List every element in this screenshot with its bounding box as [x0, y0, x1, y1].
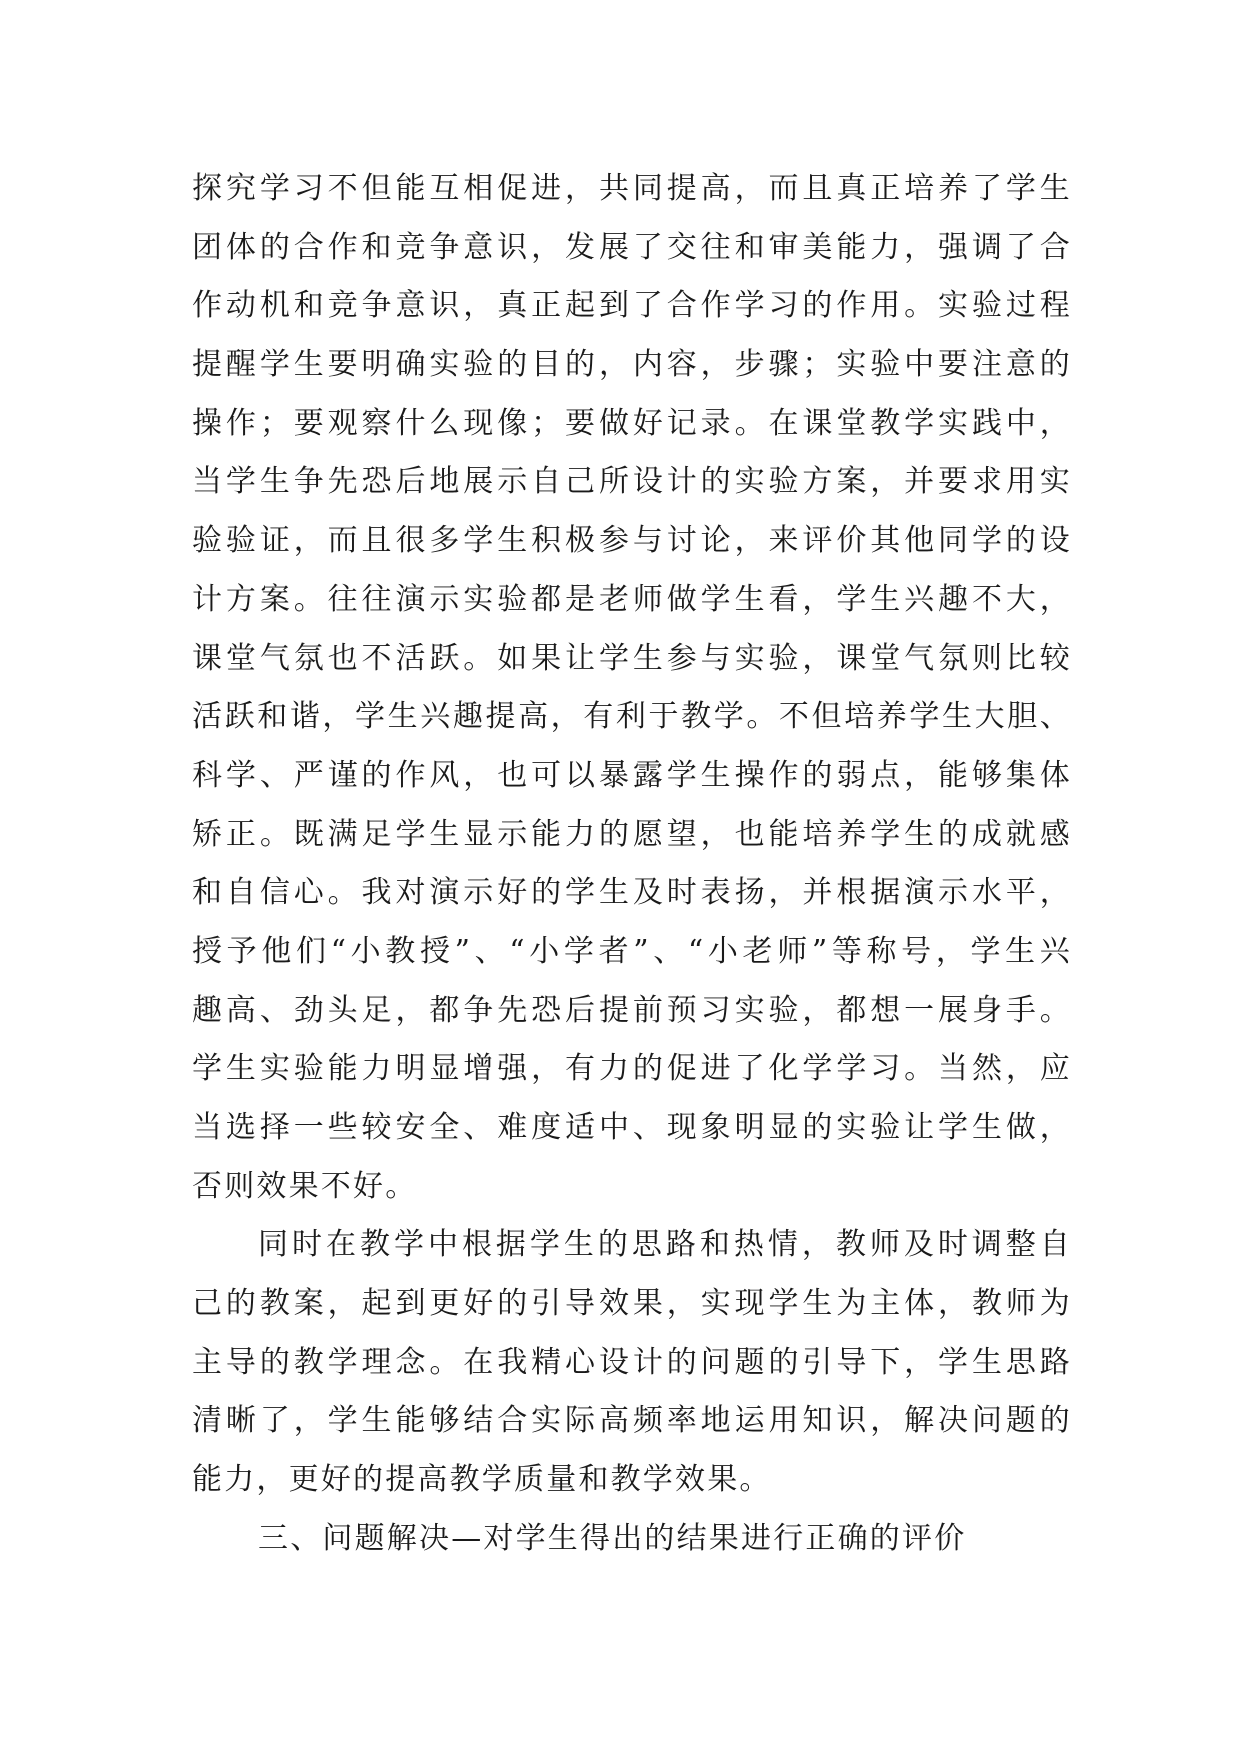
text-line: 提醒学生要明确实验的目的，内容，步骤；实验中要注意的: [192, 347, 1072, 383]
text-line: 否则效果不好。: [192, 1168, 418, 1204]
text-line: 当学生争先恐后地展示自己所设计的实验方案，并要求用实: [192, 464, 1072, 500]
text-line: 操作；要观察什么现像；要做好记录。在课堂教学实践中，: [192, 405, 1072, 441]
text-line: 团体的合作和竞争意识，发展了交往和审美能力，强调了合: [192, 229, 1072, 265]
text-line: 活跃和谐，学生兴趣提高，有利于教学。不但培养学生大胆、: [192, 699, 1072, 735]
text-line: 趣高、劲头足，都争先恐后提前预习实验，都想一展身手。: [192, 992, 1072, 1028]
text-line: 计方案。往往演示实验都是老师做学生看，学生兴趣不大，: [192, 581, 1072, 617]
text-line: 验验证，而且很多学生积极参与讨论，来评价其他同学的设: [192, 523, 1072, 559]
body-text: [192, 160, 1072, 1569]
text-line: 课堂气氛也不活跃。如果让学生参与实验，课堂气氛则比较: [192, 640, 1072, 676]
text-line: 探究学习不但能互相促进，共同提高，而且真正培养了学生: [192, 171, 1072, 206]
text-line: 清晰了，学生能够结合实际高频率地运用知识，解决问题的: [192, 1403, 1072, 1439]
text-line: 矫正。既满足学生显示能力的愿望，也能培养学生的成就感: [192, 816, 1072, 852]
text-line: 科学、严谨的作风，也可以暴露学生操作的弱点，能够集体: [192, 757, 1072, 793]
text-line: 作动机和竞争意识，真正起到了合作学习的作用。实验过程: [192, 288, 1072, 324]
text-line: 学生实验能力明显增强，有力的促进了化学学习。当然，应: [192, 1051, 1072, 1087]
text-line: 授予他们“小教授”、“小学者”、“小老师”等称号，学生兴: [192, 933, 1072, 969]
text-line: 主导的教学理念。在我精心设计的问题的引导下，学生思路: [192, 1344, 1072, 1380]
section-heading: 三、问题解决—对学生得出的结果进行正确的评价: [258, 1520, 967, 1556]
text-line: 和自信心。我对演示好的学生及时表扬，并根据演示水平，: [192, 875, 1072, 911]
text-line: 能力，更好的提高教学质量和教学效果。: [192, 1462, 772, 1498]
text-line: 同时在教学中根据学生的思路和热情，教师及时调整自: [258, 1227, 1072, 1263]
text-line: 当选择一些较安全、难度适中、现象明显的实验让学生做，: [192, 1110, 1072, 1145]
text-line: 己的教案，起到更好的引导效果，实现学生为主体，教师为: [192, 1286, 1072, 1322]
